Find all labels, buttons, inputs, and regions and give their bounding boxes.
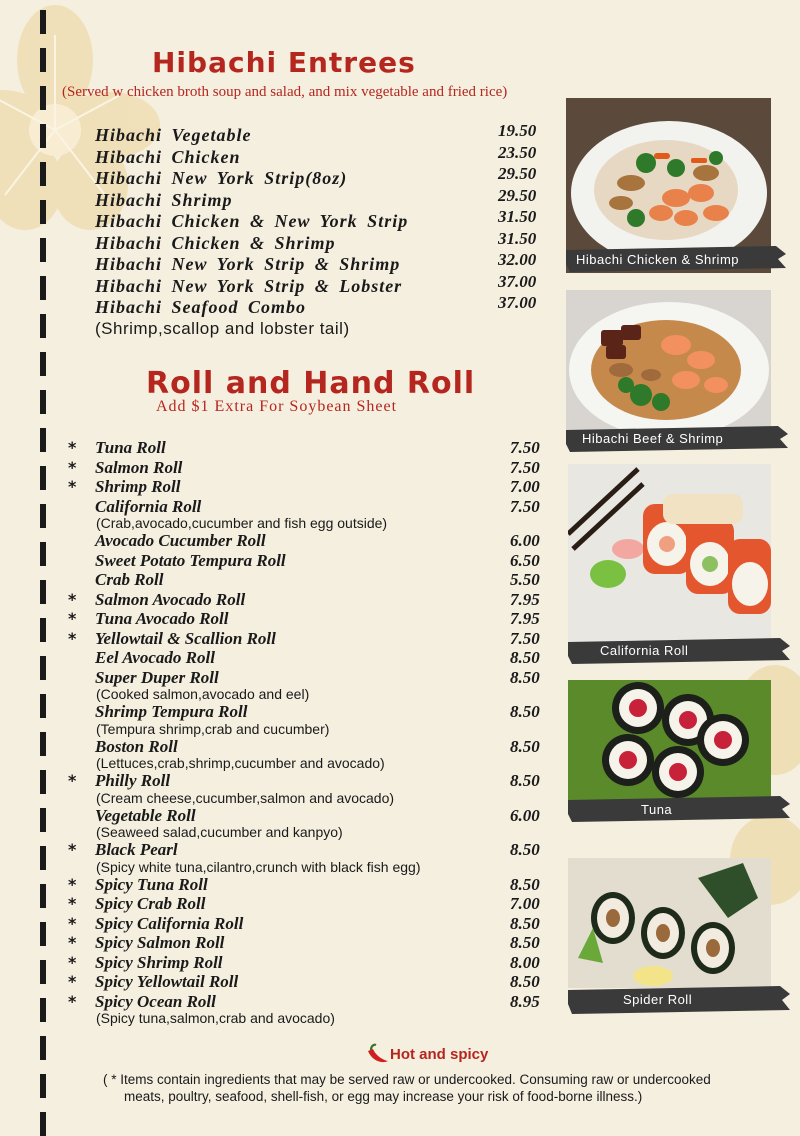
raw-item-star-icon: * [68, 457, 77, 477]
dash-segment [40, 732, 46, 756]
menu-item-name: Boston Roll [95, 736, 178, 756]
photo-caption: California Roll [600, 643, 689, 658]
tuna-roll-photo [568, 680, 771, 800]
dash-segment [40, 276, 46, 300]
dash-segment [40, 618, 46, 642]
menu-item-name: Hibachi New York Strip & Shrimp [95, 254, 401, 274]
menu-item-name: Yellowtail & Scallion Roll [95, 628, 276, 648]
raw-item-star-icon: * [68, 589, 77, 609]
dash-segment [40, 238, 46, 262]
menu-item-price: 6.50 [510, 550, 540, 570]
menu-item-price: 23.50 [498, 142, 537, 162]
menu-item-name: Black Pearl [95, 840, 178, 859]
menu-item-description: (Seaweed salad,cucumber and kanpyo) [96, 824, 343, 840]
california-roll-photo [568, 464, 771, 642]
menu-item-price: 8.50 [510, 702, 540, 721]
photo-caption: Hibachi Beef & Shrimp [582, 431, 724, 446]
dash-segment [40, 48, 46, 72]
menu-item-name: Salmon Roll [95, 457, 183, 477]
menu-item-price: 32.00 [498, 250, 537, 269]
dash-segment [40, 466, 46, 490]
dash-segment [40, 580, 46, 604]
menu-item-price: 7.50 [510, 457, 540, 477]
hibachi-title: Hibachi Entrees [152, 46, 416, 79]
roll-subtitle: Add $1 Extra For Soybean Sheet [156, 398, 398, 415]
dash-segment [40, 1074, 46, 1098]
menu-item-price: 6.00 [510, 531, 540, 550]
menu-item-price: 8.50 [510, 667, 540, 687]
menu-item-name: Tuna Roll [95, 438, 166, 457]
menu-item-name: Hibachi Chicken & New York Strip [95, 211, 409, 231]
dash-segment [40, 314, 46, 338]
spicy-legend-label: Hot and spicy [390, 1045, 489, 1063]
dash-segment [40, 998, 46, 1022]
raw-item-star-icon: * [68, 840, 77, 859]
menu-item-price: 8.50 [510, 972, 540, 991]
raw-item-star-icon: * [68, 771, 77, 790]
dash-segment [40, 884, 46, 908]
menu-item-price: 7.00 [510, 477, 540, 496]
menu-item-price: 37.00 [498, 271, 537, 291]
raw-item-star-icon: * [68, 952, 77, 972]
menu-item-price: 7.95 [510, 609, 540, 628]
dash-segment [40, 200, 46, 224]
photo-caption: Tuna [641, 802, 673, 817]
menu-item-price: 8.00 [510, 952, 540, 972]
menu-item-price: 7.50 [510, 496, 540, 516]
menu-item-name: Sweet Potato Tempura Roll [95, 550, 286, 570]
menu-item-price: 7.00 [510, 894, 540, 913]
menu-item-name: Shrimp Roll [95, 477, 181, 496]
dash-segment [40, 86, 46, 110]
menu-item-name: Tuna Avocado Roll [95, 609, 229, 628]
menu-item-name: Spicy Ocean Roll [95, 991, 216, 1011]
dash-segment [40, 428, 46, 452]
footnote-line-2: meats, poultry, seafood, shell-fish, or egg may increase your risk of food-borne illness.) [124, 1089, 643, 1104]
menu-item-name: Spicy Yellowtail Roll [95, 972, 239, 991]
dash-segment [40, 352, 46, 376]
dash-segment [40, 1036, 46, 1060]
menu-item-name: California Roll [95, 496, 202, 516]
raw-item-star-icon: * [68, 972, 77, 991]
raw-item-star-icon: * [68, 438, 77, 457]
caption-band [568, 796, 790, 822]
dash-segment [40, 656, 46, 680]
spider-roll-photo [568, 858, 771, 988]
menu-item-description: (Spicy tuna,salmon,crab and avocado) [96, 1010, 335, 1026]
menu-item-price: 31.50 [498, 207, 537, 226]
menu-item-name: Hibachi Vegetable [95, 125, 252, 145]
raw-item-star-icon: * [68, 933, 77, 952]
dash-segment [40, 390, 46, 414]
menu-item-name: Hibachi New York Strip & Lobster [95, 275, 403, 296]
menu-item-name: Vegetable Roll [95, 805, 196, 825]
dash-segment [40, 808, 46, 832]
raw-item-star-icon: * [68, 894, 77, 913]
menu-item-price: 7.50 [510, 438, 540, 457]
menu-item-price: 31.50 [498, 228, 537, 248]
dash-segment [40, 1112, 46, 1136]
footnote-line-1: ( * Items contain ingredients that may be served raw or undercooked. Consuming raw or undercooked [103, 1072, 711, 1087]
menu-item-description: (Tempura shrimp,crab and cucumber) [96, 720, 330, 737]
photo-caption: Hibachi Chicken & Shrimp [576, 252, 740, 267]
menu-item-description: (Spicy white tuna,cilantro,crunch with black fish egg) [96, 858, 421, 875]
dash-segment [40, 960, 46, 984]
dash-segment [40, 124, 46, 148]
menu-item-name: Avocado Cucumber Roll [95, 531, 266, 550]
roll-title: Roll and Hand Roll [146, 366, 476, 401]
menu-item-name: Hibachi Chicken [95, 146, 241, 167]
menu-item-price: 6.00 [510, 805, 540, 825]
menu-item-name: Spicy Shrimp Roll [95, 952, 223, 972]
spicy-legend [366, 1043, 488, 1065]
menu-item-name: Spicy California Roll [95, 913, 244, 933]
menu-item-price: 7.50 [510, 628, 540, 648]
dash-segment [40, 922, 46, 946]
menu-item-name: Spicy Tuna Roll [95, 874, 208, 894]
menu-item-price: 29.50 [498, 185, 537, 205]
menu-item-description: (Cream cheese,cucumber,salmon and avocado) [96, 789, 395, 806]
raw-item-star-icon: * [68, 913, 77, 933]
menu-item-price: 19.50 [498, 121, 537, 140]
menu-item-name: Spicy Salmon Roll [95, 933, 225, 952]
menu-item-name: Hibachi Chicken & Shrimp [95, 232, 336, 253]
hibachi-beef-shrimp-photo [566, 290, 771, 440]
menu-item-price: 8.50 [510, 648, 540, 667]
raw-item-star-icon: * [68, 609, 77, 628]
menu-item-price: 8.50 [510, 736, 540, 756]
raw-item-star-icon: * [68, 991, 77, 1011]
menu-item-price: 8.50 [510, 913, 540, 933]
raw-item-star-icon: * [68, 874, 77, 894]
menu-item-name: Salmon Avocado Roll [95, 589, 246, 609]
hibachi-subtitle: (Served w chicken broth soup and salad, and mix vegetable and fried rice) [62, 84, 508, 100]
menu-item-price: 8.50 [510, 840, 540, 859]
photo-caption: Spider Roll [623, 992, 693, 1007]
menu-item-price: 8.50 [510, 933, 540, 952]
menu-item-name: Hibachi Seafood Combo [95, 297, 307, 317]
menu-item-price: 8.50 [510, 874, 540, 894]
menu-item-name: Super Duper Roll [95, 667, 219, 687]
menu-item-price: 8.95 [510, 991, 540, 1011]
combo-description: (Shrimp,scallop and lobster tail) [95, 319, 350, 338]
menu-item-price: 7.95 [510, 589, 540, 609]
menu-item-description: (Crab,avocado,cucumber and fish egg outside) [96, 515, 388, 531]
menu-item-price: 29.50 [498, 164, 537, 183]
menu-item-name: Eel Avocado Roll [95, 648, 215, 667]
menu-item-name: Crab Roll [95, 570, 164, 589]
menu-item-description: (Lettuces,crab,shrimp,cucumber and avocado) [96, 755, 385, 771]
menu-item-name: Spicy Crab Roll [95, 894, 206, 913]
menu-item-price: 37.00 [498, 293, 537, 312]
dash-segment [40, 162, 46, 186]
menu-item-price: 8.50 [510, 771, 540, 790]
dash-segment [40, 10, 46, 34]
dash-segment [40, 846, 46, 870]
menu-item-price: 5.50 [510, 570, 540, 589]
chili-pepper-icon [366, 1043, 390, 1065]
dashed-border [40, 10, 48, 1120]
menu-item-name: Shrimp Tempura Roll [95, 702, 248, 721]
menu-item-name: Hibachi Shrimp [95, 189, 233, 210]
dash-segment [40, 770, 46, 794]
raw-item-star-icon: * [68, 477, 77, 496]
menu-item-name: Philly Roll [95, 771, 171, 790]
raw-item-star-icon: * [68, 628, 77, 648]
dash-segment [40, 542, 46, 566]
dash-segment [40, 694, 46, 718]
menu-item-description: (Cooked salmon,avocado and eel) [96, 686, 310, 702]
dash-segment [40, 504, 46, 528]
menu-item-name: Hibachi New York Strip(8oz) [95, 168, 348, 188]
